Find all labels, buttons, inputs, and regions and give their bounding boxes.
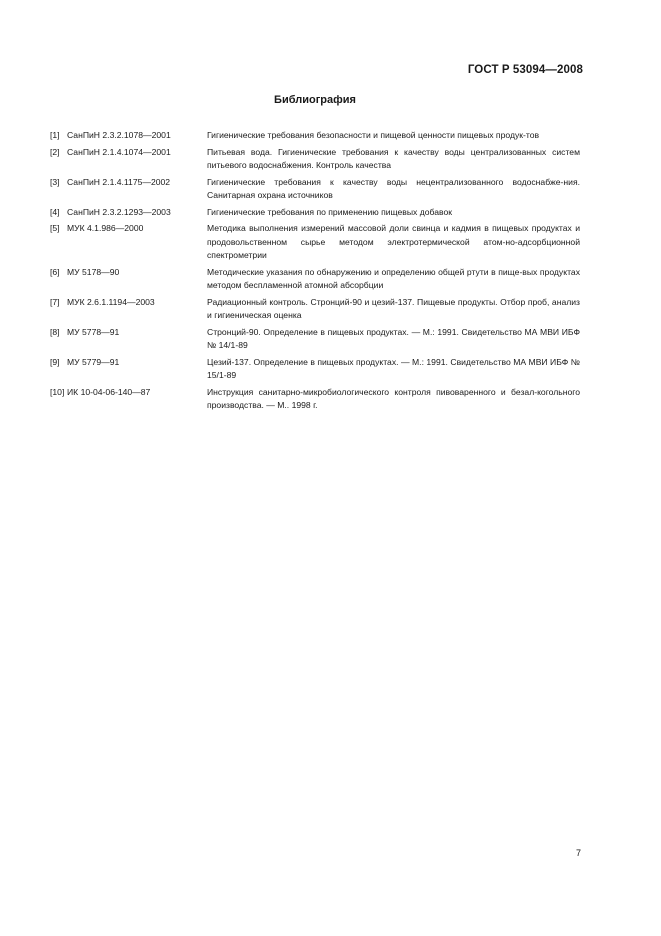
entry-code: МУ 5778—91 [67,326,120,337]
bibliography-entry [50,129,580,143]
entry-text: Гигиенические требования безопасности и пищевой ценности пищевых продук-тов [207,130,540,140]
entry-number: [1] [50,130,60,140]
bibliography-entry [50,222,580,263]
document-code: ГОСТ Р 53094—2008 [467,64,583,76]
bibliography-entry [50,176,580,203]
bibliography-entry [50,296,580,323]
entry-code: СанПиН 2.3.2.1293—2003 [67,206,171,217]
bibliography-entry [50,206,580,220]
entry-text: Инструкция санитарно-микробиологического контроля пивоваренного и безал-когольного производства. — М.. 1998 г. [207,386,580,410]
entry-text: Питьевая вода. Гигиенические требования к качеству воды централизованных систем питьевого водоснабжения. Контроль качества [207,146,580,170]
entry-text: Методика выполнения измерений массовой доли свинца и кадмия в пищевых продуктах и продовольственном сырье методом электротермической атом-но-адсорбционной спектрометрии [207,223,580,260]
entry-number: [5] [50,223,60,233]
bibliography-entry [50,146,580,173]
entry-number: [6] [50,266,60,277]
entry-code: МУК 2.6.1.1194—2003 [67,296,155,307]
bibliography-entry [50,326,580,353]
entry-number: [8] [50,326,60,337]
entry-number: [3] [50,176,60,187]
entry-text: Радиационный контроль. Стронций-90 и цезий-137. Пищевые продукты. Отбор проб, анализ и гигиеническая оценка [207,296,580,320]
entry-code: СанПиН 2.1.4.1175—2002 [67,176,171,187]
entry-code: СанПиН 2.3.2.1078—2001 [67,130,171,140]
bibliography-title: Библиография [274,94,356,106]
entry-code: МУК 4.1.986—2000 [67,223,144,233]
entry-number: [9] [50,356,60,367]
bibliography-list [50,129,580,416]
entry-number: [7] [50,296,60,307]
entry-code: МУ 5178—90 [67,266,120,277]
entry-number: [2] [50,146,60,157]
entry-text: Цезий-137. Определение в пищевых продуктах. — М.: 1991. Свидетельство МА МВИ ИБФ № 15/1-89 [207,356,580,380]
entry-text: Стронций-90. Определение в пищевых продуктах. — М.: 1991. Свидетельство МА МВИ ИБФ № 14/1-89 [207,326,580,350]
page-number: 7 [575,848,581,858]
entry-text: Гигиенические требования по применению пищевых добавок [207,206,453,217]
entry-code: МУ 5779—91 [67,356,120,367]
entry-text: Методические указания по обнаружению и определению общей ртути в пище-вых продуктах методом беспламенной атомной абсорбции [207,266,580,290]
entry-code: СанПиН 2.1.4.1074—2001 [67,146,171,157]
bibliography-entry [50,356,580,383]
entry-number: [4] [50,206,60,217]
entry-number: [10] [50,386,65,397]
entry-text: Гигиенические требования к качеству воды нецентрализованного водоснабже-ния. Санитарная охрана источников [207,176,580,200]
bibliography-entry [50,266,580,293]
bibliography-entry [50,386,580,413]
entry-code: ИК 10-04-06-140—87 [67,386,151,397]
